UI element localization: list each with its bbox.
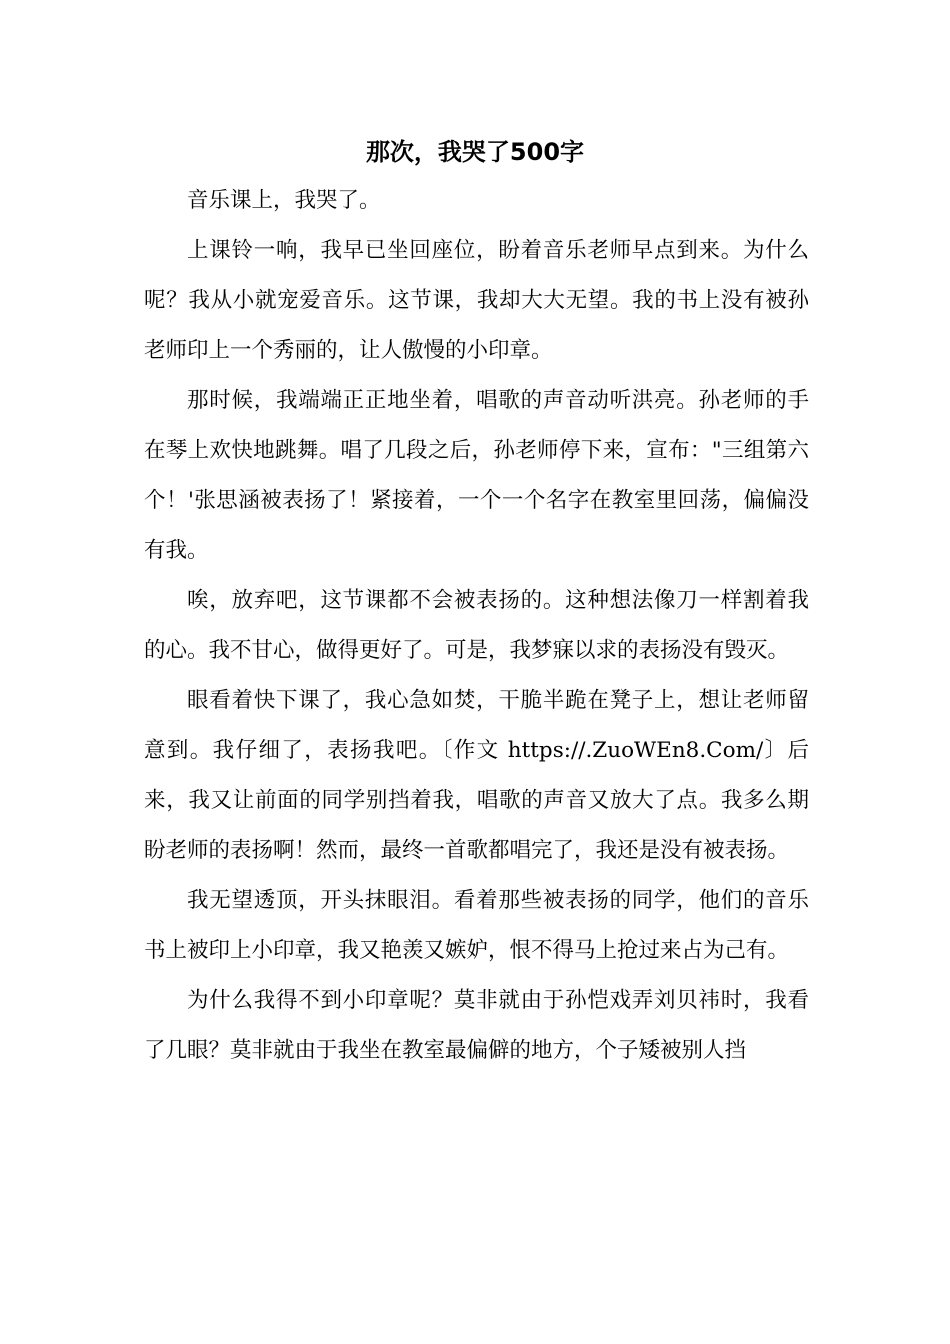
paragraph-1: 音乐课上，我哭了。 bbox=[187, 188, 381, 213]
paragraph-3: 那时候，我端端正正地坐着，唱歌的声音动听洪亮。孙老师的手在琴上欢快地跳舞。唱了几段之后，孙老师停下来，宣布："三组第六个！'张思涵被表扬了！紧接着，一个一个名字在教室里回荡，偏偏没有我。 bbox=[144, 388, 809, 563]
document-body bbox=[144, 176, 809, 1076]
paragraph-7: 为什么我得不到小印章呢？莫非就由于孙恺戏弄刘贝祎时，我看了几眼？莫非就由于我坐在教室最偏僻的地方，个子矮被别人挡 bbox=[144, 988, 809, 1063]
document-title: 那次，我哭了500字 bbox=[365, 138, 585, 166]
paragraph-2: 上课铃一响，我早已坐回座位，盼着音乐老师早点到来。为什么呢？我从小就宠爱音乐。这节课，我却大大无望。我的书上没有被孙老师印上一个秀丽的，让人傲慢的小印章。 bbox=[144, 238, 809, 363]
paragraph-4: 唉，放弃吧，这节课都不会被表扬的。这种想法像刀一样割着我的心。我不甘心，做得更好了。可是，我梦寐以求的表扬没有毁灭。 bbox=[144, 588, 809, 663]
paragraph-5: 眼看着快下课了，我心急如焚，干脆半跪在凳子上，想让老师留意到。我仔细了，表扬我吧。〔作文 https://.ZuoWEn8.Com/〕后来，我又让前面的同学别挡着我，唱歌的声音又放大了点。我多么期盼老师的表扬啊！然而，最终一首歌都唱完了，我还是没有被表扬。 bbox=[144, 688, 809, 863]
paragraph-6: 我无望透顶，开头抹眼泪。看着那些被表扬的同学，他们的音乐书上被印上小印章，我又艳羡又嫉妒，恨不得马上抢过来占为己有。 bbox=[144, 888, 809, 963]
